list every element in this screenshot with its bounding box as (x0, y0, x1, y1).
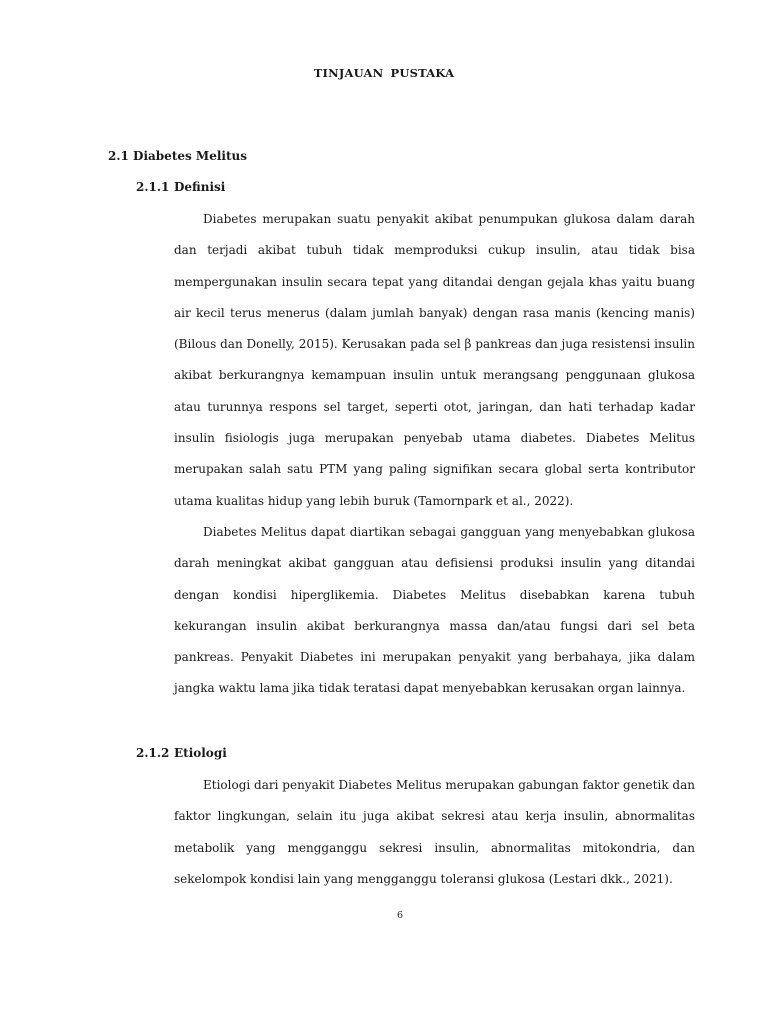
paragraph-etiologi-1: Etiologi dari penyakit Diabetes Melitus merupakan gabungan faktor genetik dan faktor lingkungan, selain itu juga akibat sekresi atau kerja insulin, abnormalitas metabolik yang mengganggu sekresi insulin, abnormalitas mitokondria, dan sekelompok kondisi lain yang mengganggu toleransi glukosa (Lestari dkk., 2021). (174, 778, 695, 886)
page-title: TINJAUAN PUSTAKA (313, 66, 455, 80)
subsection-number: 2.1.1 (136, 180, 170, 194)
section-heading: 2.1 Diabetes Melitus (108, 149, 247, 163)
paragraph-definisi-1: Diabetes merupakan suatu penyakit akibat penumpukan glukosa dalam darah dan terjadi akibat tubuh tidak memproduksi cukup insulin, atau tidak bisa mempergunakan insulin secara tepat yang ditandai dengan gejala khas yaitu buang air kecil terus menerus (dalam jumlah banyak) dengan rasa manis (kencing manis) (Bilous dan Donelly, 2015). Kerusakan pada sel β pankreas dan juga resistensi insulin akibat berkurangnya kemampuan insulin untuk merangsang penggunaan glukosa atau turunnya respons sel target, seperti otot, jaringan, dan hati terhadap kadar insulin fisiologis juga merupakan penyebab utama diabetes. Diabetes Melitus merupakan salah satu PTM yang paling signifikan secara global serta kontributor utama kualitas hidup yang lebih buruk (Tamornpark et al., 2022). (174, 212, 695, 508)
subsection-number: 2.1.2 (136, 746, 170, 760)
subsection-heading-etiologi (136, 746, 227, 760)
page-number: 6 (396, 910, 404, 921)
subsection-heading-definisi (136, 180, 225, 194)
subsection-title: Etiologi (174, 746, 227, 760)
paragraph-definisi-2: Diabetes Melitus dapat diartikan sebagai gangguan yang menyebabkan glukosa darah meningkat akibat gangguan atau defisiensi produksi insulin yang ditandai dengan kondisi hiperglikemia. Diabetes Melitus disebabkan karena tubuh kekurangan insulin akibat berkurangnya massa dan/atau fungsi dari sel beta pankreas. Penyakit Diabetes ini merupakan penyakit yang berbahaya, jika dalam jangka waktu lama jika tidak teratasi dapat menyebabkan kerusakan organ lainnya. (174, 525, 695, 696)
subsection-title: Definisi (174, 180, 226, 194)
